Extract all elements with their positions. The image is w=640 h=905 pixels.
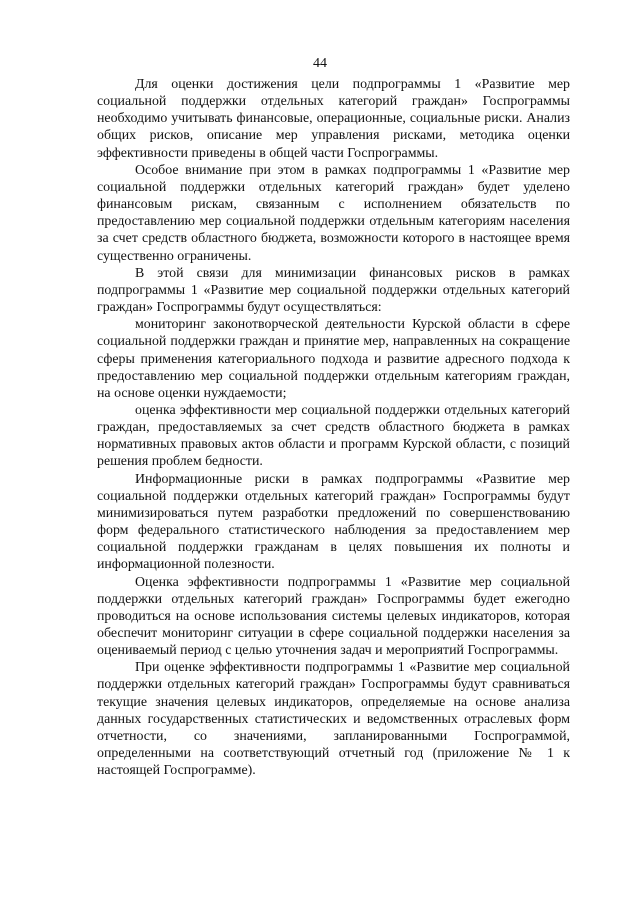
paragraph: Информационные риски в рамках подпрограммы «Развитие мер социальной поддержки отдельных категорий граждан» Госпрограммы будут минимизироваться путем разработки предложений по совершенствованию форм федерального статистического наблюдения за предоставлением мер социальной поддержки гражданам в целях повышения их полноты и информационной полезности. <box>97 471 570 573</box>
paragraph: В этой связи для минимизации финансовых рисков в рамках подпрограммы 1 «Развитие мер социальной поддержки отдельных категорий граждан» Госпрограммы будут осуществляться: <box>97 265 570 316</box>
paragraph: Оценка эффективности подпрограммы 1 «Развитие мер социальной поддержки отдельных категорий граждан» Госпрограммы будет ежегодно проводиться на основе использования системы целевых индикаторов, которая обеспечит мониторинг ситуации в сфере социальной поддержки населения за оцениваемый период с целью уточнения задач и мероприятий Госпрограммы. <box>97 574 570 659</box>
paragraph: Для оценки достижения цели подпрограммы 1 «Развитие мер социальной поддержки отдельных категорий граждан» Госпрограммы необходимо учитывать финансовые, операционные, социальные риски. Анализ общих рисков, описание мер управления рисками, методика оценки эффективности приведены в общей части Госпрограммы. <box>97 77 570 161</box>
list-item: оценка эффективности мер социальной поддержки отдельных категорий граждан, предоставляемых за счет средств областного бюджета в рамках нормативных правовых актов области и программ Курской области, с позиций решения проблем бедности. <box>97 402 570 470</box>
page-number: 44 <box>313 56 327 71</box>
paragraph: При оценке эффективности подпрограммы 1 «Развитие мер социальной поддержки отдельных категорий граждан» Госпрограммы будут сравниваться текущие значения целевых индикаторов, определяемые на основе анализа данных государственных статистических и ведомственных отраслевых форм отчетности, со значениями, запланированными Госпрограммой, определенными на соответствующий отчетный год (приложение № 1 к настоящей Госпрограмме). <box>97 660 570 779</box>
paragraph: Особое внимание при этом в рамках подпрограммы 1 «Развитие мер социальной поддержки отдельных категорий граждан» будет уделено финансовым рискам, связанным с исполнением обязательств по предоставлению мер социальной поддержки отдельным категориям населения за счет средств областного бюджета, возможности которого в настоящее время существенно ограничены. <box>97 162 570 264</box>
list-item: мониторинг законотворческой деятельности Курской области в сфере социальной поддержки граждан и принятие мер, направленных на сокращение сферы применения категориального подхода и развитие адресного подхода к предоставлению мер социальной поддержки отдельным категориям граждан, на основе оценки нуждаемости; <box>97 317 570 401</box>
document-body <box>97 76 570 779</box>
